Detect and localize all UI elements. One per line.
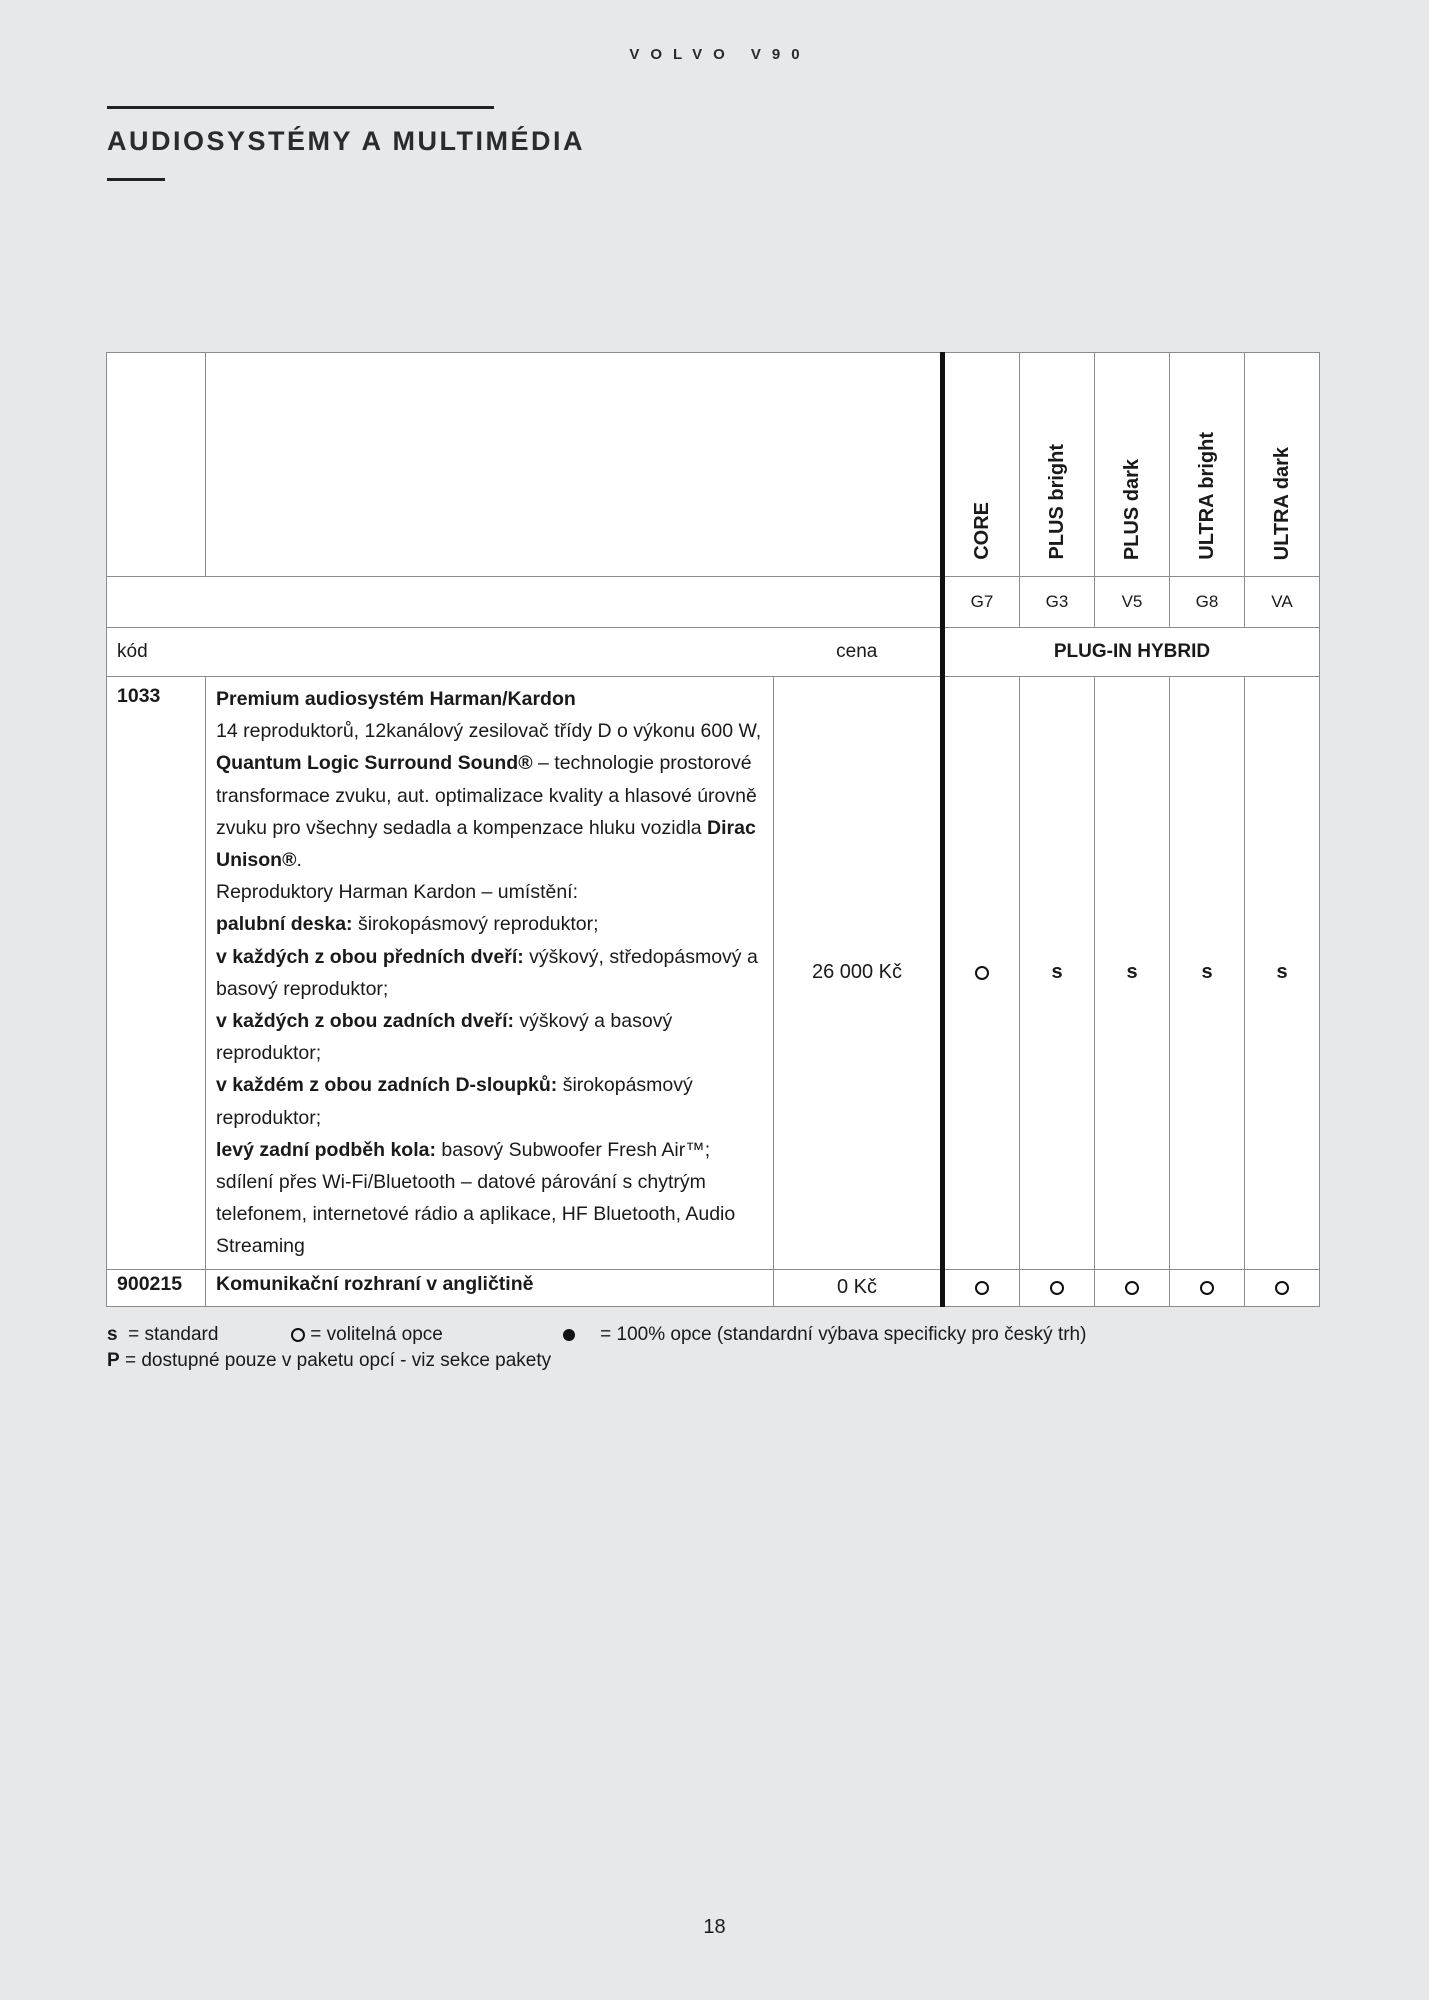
optional-circle-icon: [1275, 1281, 1289, 1295]
desc-text: širokopásmový reproduktor;: [216, 1074, 693, 1129]
trim-name: ULTRA dark: [1270, 446, 1293, 560]
optional-circle-icon: [1200, 1281, 1214, 1295]
legend-dot-text: = 100% opce (standardní výbava specificky pro český trh): [600, 1324, 1087, 1345]
powertrain-label: PLUG-IN HYBRID: [943, 628, 1320, 677]
table-row: [107, 1269, 1320, 1306]
availability-mark: [943, 677, 1020, 1270]
trim-header-row: [107, 353, 1320, 577]
desc-bold: Quantum Logic Surround Sound®: [216, 752, 533, 775]
code-row-blank: [107, 577, 943, 628]
optional-circle-icon: [975, 1281, 989, 1295]
optional-circle-icon: [1050, 1281, 1064, 1295]
legend-s-text: = standard: [128, 1324, 219, 1345]
trim-code: G8: [1170, 577, 1245, 628]
desc-text: 14 reproduktorů, 12kanálový zesilovač třídy D o výkonu 600 W,: [216, 720, 762, 743]
legend: [107, 1322, 1307, 1374]
option-price: 0 Kč: [774, 1269, 943, 1306]
desc-bold: v každém z obou zadních D-sloupků:: [216, 1074, 558, 1097]
desc-text: výškový a basový reproduktor;: [216, 1010, 673, 1065]
col-kod: kód: [107, 628, 774, 677]
option-description: Premium audiosystém Harman/Kardon 14 reproduktorů, 12kanálový zesilovač třídy D o výkonu 600 W, Quantum Logic Surround Sound® – technologie prostorové transformace zvuku, aut. optimalizace kvality a hlasové úrovně zvuku pro všechny sedadla a kompenzace hluku vozidla Dirac Unison®. Reproduktory Harman Kardon – umístění: palubní deska: širokopásmový reproduktor; v každých z obou předních dveří: výškový, středopásmový a basový reproduktor; v každých z obou zadních dveří: výškový a basový reproduktor; v každém z obou zadních D-sloupků: širokopásmový reproduktor; levý zadní podběh kola: basový Subwoofer Fresh Air™; sdílení přes Wi-Fi/Bluetooth – datové párování s chytrým telefonem, internetové rádio a aplikace, HF Bluetooth, Audio Streaming: [206, 677, 774, 1270]
trim-code: V5: [1095, 577, 1170, 628]
page-number: 18: [703, 1916, 726, 1938]
legend-o-text: = volitelná opce: [310, 1324, 443, 1345]
option-title: Premium audiosystém Harman/Kardon: [216, 688, 576, 710]
availability-mark: [1170, 1269, 1245, 1306]
trim-code: G3: [1020, 577, 1095, 628]
desc-text: sdílení přes Wi-Fi/Bluetooth – datové párování s chytrým telefonem, internetové rádio a aplikace, HF Bluetooth, Audio Streaming: [216, 1171, 736, 1258]
trim-ultra-bright: [1170, 353, 1245, 577]
trim-code: G7: [943, 577, 1020, 628]
table-row: [107, 677, 1320, 1270]
trim-plus-bright: [1020, 353, 1095, 577]
trim-core: [943, 353, 1020, 577]
filled-dot-icon: [563, 1329, 575, 1341]
availability-mark: s: [1245, 677, 1320, 1270]
desc-bold: v každých z obou předních dveří:: [216, 945, 524, 968]
optional-circle-icon: [1125, 1281, 1139, 1295]
desc-text: – technologie prostorové transformace zvuku, aut. optimalizace kvality a hlasové úrovně zvuku pro všechny sedadla a kompenzace hluku vozidla: [216, 752, 757, 839]
column-label-row: [107, 628, 1320, 677]
availability-mark: [1020, 1269, 1095, 1306]
optional-circle-icon: [975, 966, 989, 980]
availability-mark: [1095, 1269, 1170, 1306]
legend-p-key: P: [107, 1350, 120, 1371]
header-blank-desc: [206, 353, 943, 577]
header-blank-code: [107, 353, 206, 577]
trim-name: PLUS bright: [1045, 444, 1068, 560]
availability-mark: s: [1170, 677, 1245, 1270]
optional-circle-icon: [291, 1328, 305, 1342]
spec-table: [106, 352, 1320, 1307]
col-cena: cena: [774, 628, 943, 677]
desc-text: basový Subwoofer Fresh Air™;: [441, 1138, 711, 1161]
option-title: Komunikační rozhraní v angličtině: [216, 1272, 534, 1295]
trim-code: VA: [1245, 577, 1320, 628]
trim-name: CORE: [970, 502, 993, 560]
desc-text: výškový, středopásmový a basový reproduktor;: [216, 945, 758, 1000]
legend-p-text: = dostupné pouze v paketu opcí - viz sekce pakety: [124, 1350, 552, 1371]
option-price: 26 000 Kč: [774, 677, 943, 1270]
desc-bold: levý zadní podběh kola:: [216, 1138, 436, 1161]
availability-mark: [943, 1269, 1020, 1306]
trim-ultra-dark: [1245, 353, 1320, 577]
title-underline: [107, 178, 165, 181]
desc-bold: v každých z obou zadních dveří:: [216, 1010, 514, 1033]
top-rule: [107, 106, 494, 109]
option-code: 1033: [107, 677, 206, 1270]
brand-header: VOLVO V90: [629, 46, 811, 63]
desc-text: širokopásmový reproduktor;: [357, 913, 599, 936]
availability-mark: s: [1020, 677, 1095, 1270]
legend-s-key: s: [107, 1324, 118, 1345]
page-title: AUDIOSYSTÉMY A MULTIMÉDIA: [107, 126, 586, 156]
trim-name: ULTRA bright: [1195, 432, 1218, 560]
desc-bold: Dirac Unison®: [216, 816, 756, 872]
availability-mark: s: [1095, 677, 1170, 1270]
trim-code-row: [107, 577, 1320, 628]
desc-bold: palubní deska:: [216, 913, 353, 936]
trim-name: PLUS dark: [1120, 458, 1143, 560]
trim-plus-dark: [1095, 353, 1170, 577]
option-description: [206, 1269, 774, 1306]
option-code: 900215: [107, 1269, 206, 1306]
availability-mark: [1245, 1269, 1320, 1306]
desc-text: Reproduktory Harman Kardon – umístění:: [216, 881, 579, 904]
